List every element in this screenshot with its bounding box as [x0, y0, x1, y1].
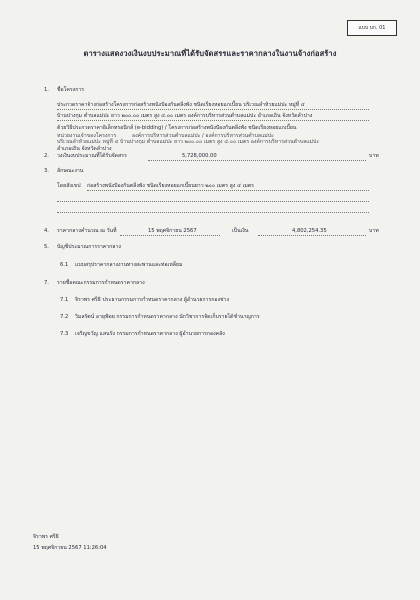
project-name-line-3a: ด้วยวิธีประกวดราคาอิเล็กทรอนิกส์ (e-bidding) / โครงการก่อสร้างพนังป้องกันตลิ่งพัง ชนิดเรียงหอยแกเบี้ยน [57, 125, 297, 131]
price-date-label: ราคากลางคำนวณ ณ วันที่ [57, 228, 117, 234]
committee-member-number: 7.2 [60, 314, 69, 320]
section-4-number: 4. [44, 228, 49, 234]
committee-member: เจริญขวัญ แสนรัง กรรมการกำหนดราคากลาง ผู้อำนวยการกองคลัง [75, 331, 225, 337]
project-name-line-2: บ้านปางกุม ตำบลแม่ปะ ยาว ๒๐๐.๐๐ เมตร สูง ๔.๐๐ เมตร องค์การบริหารส่วนตำบลแม่ปะ อำเภอเถิน จังหวัดลำปาง [57, 113, 313, 119]
work-desc-label: โดยสังเขป [57, 183, 81, 189]
form-code-box: แบบ บก. 01 [347, 20, 397, 36]
price-amount-label: เป็นเงิน [232, 228, 249, 234]
project-name-line-1: ประกวดราคาจ้างก่อสร้างโครงการก่อสร้างพนังป้องกันตลิ่งพัง ชนิดเรียงหอยแกเบี้ยน บริเวณลำห้วยแม่ปะ หมู่ที่ ๔ [57, 102, 305, 108]
committee-member-number: 7.1 [60, 297, 69, 303]
footer-timestamp: 15 พฤศจิกายน 2567 11:26:04 [33, 545, 107, 551]
dotted-line [57, 109, 369, 110]
budget-unit: บาท [369, 153, 379, 159]
price-amount: 4,802,254.35 [292, 228, 327, 234]
agency-label: หน่วยงานเจ้าของโครงการ [57, 133, 117, 139]
committee-member-number: 7.3 [60, 331, 69, 337]
section-2-number: 2. [44, 153, 49, 159]
dotted-line [258, 235, 366, 236]
committee-member: วิมลรัตน์ อายุฟ้อย กรรมการกำหนดราคากลาง นักวิชาการจัดเก็บรายได้ชำนาญการ [75, 314, 260, 320]
dotted-line [57, 201, 369, 202]
committee-label: รายชื่อคณะกรรมการกำหนดราคากลาง [57, 280, 145, 286]
agency-value: องค์การบริหารส่วนตำบลแม่ปะ / องค์การบริหารส่วนตำบลแม่ปะ [132, 133, 274, 139]
dotted-line [87, 190, 369, 191]
section-1-label: ชื่อโครงการ [57, 87, 85, 93]
section-5-number: 5. [44, 244, 49, 250]
account-item-number: 6.1 [60, 262, 69, 268]
dotted-line [148, 160, 366, 161]
budget-value: 5,728,000.00 [182, 153, 217, 159]
committee-member: จิราพร ศรีธิ ประธานกรรมการกำหนดราคากลาง ผู้อำนวยการกองช่าง [75, 297, 229, 303]
agency-location: อำเภอเถิน จังหวัดลำปาง [57, 146, 112, 152]
footer-signer: จิราพร ศรีธิ [33, 534, 59, 540]
price-date: 15 พฤศจิกายน 2567 [148, 228, 197, 234]
price-account-label: บัญชีประมาณการราคากลาง [57, 244, 121, 250]
section-1-number: 1. [44, 87, 49, 93]
account-item: แบบสรุปราคากลางงานทางสะพานและท่อเหลี่ยม [75, 262, 183, 268]
section-6-number: 7. [44, 280, 49, 286]
work-desc: ก่อสร้างพนังป้องกันตลิ่งพัง ชนิดเรียงหอยแกเบี้ยนยาว ๒๐๐ เมตร สูง ๔ เมตร [87, 183, 254, 189]
dotted-line [120, 235, 220, 236]
section-3-number: 3. [44, 168, 49, 174]
budget-label: วงเงินงบประมาณที่ได้รับจัดสรร [57, 153, 127, 159]
dotted-line [57, 212, 369, 213]
dotted-line [57, 120, 369, 121]
project-name-line-3b: บริเวณลำห้วยแม่ปะ หมู่ที่ ๔ บ้านปางกุม ตำบลแม่ปะ ยาว ๒๐๐.๐๐ เมตร สูง ๔.๐๐ เมตร องค์การบริหารส่วนตำบลแม่ปะ [57, 139, 320, 145]
price-unit: บาท [369, 228, 379, 234]
document-title: ตารางแสดงวงเงินงบประมาณที่ได้รับจัดสรรและราคากลางในงานจ้างก่อสร้าง [83, 49, 337, 58]
work-type-label: ลักษณะงาน [57, 168, 84, 174]
